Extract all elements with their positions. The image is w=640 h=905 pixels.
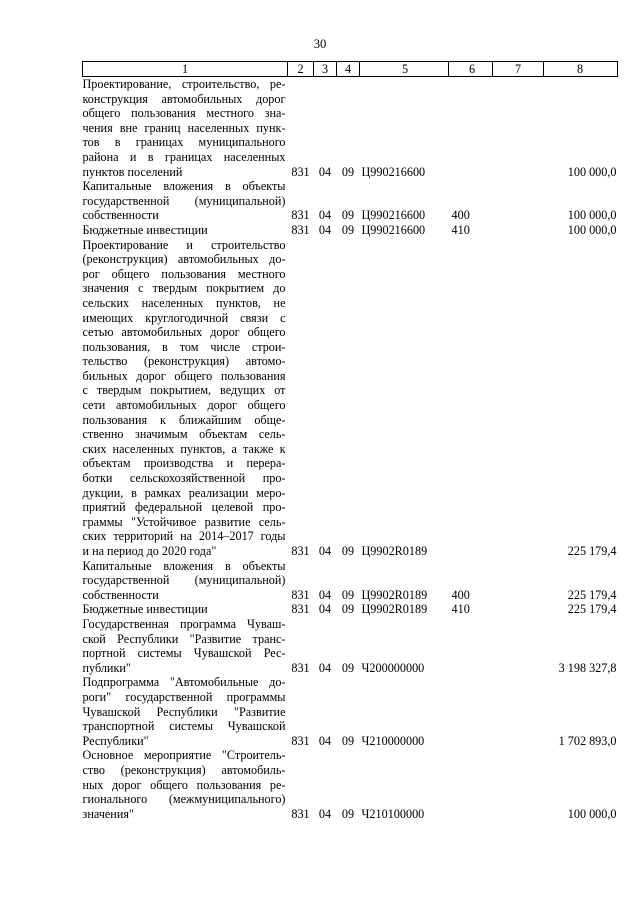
description-line: ботки сельскохозяйственной про- [82,471,286,486]
row-target-article: Ч200000000 [361,660,425,675]
table-row [83,559,618,603]
row-description [83,617,288,675]
description-line: объектам производства и перера- [82,456,286,471]
description-line: Подпрограмма "Автомобильные до- [82,675,286,690]
description-line: сельских населенных пунктов, не [82,295,286,310]
row-description [83,748,288,821]
row-col-7 [493,77,544,180]
row-ministry-code: 831 [291,602,310,617]
description-line: государственной (муниципальной) [82,573,286,588]
header-col-7: 7 [493,62,544,77]
table-row [83,675,618,748]
row-expense-type: 400 [451,587,470,602]
row-ministry-code: 831 [291,222,310,237]
description-line: гионального (межмуниципального) [82,792,286,807]
row-expense-type [449,748,493,821]
row-subsection-code: 09 [341,164,355,179]
row-description [83,675,288,748]
description-line: государственной (муниципальной) [82,193,286,208]
description-line: Чувашской Республики "Развитие [82,704,286,719]
description-line: роги" государственной программы [82,689,286,704]
row-target-article: Ц9902R0189 [361,602,428,617]
description-line: ских населенных пунктов, а также к [82,441,286,456]
row-col-7 [493,675,544,748]
row-subsection-code: 09 [341,222,355,237]
row-col-7 [493,559,544,603]
row-expense-type: 400 [451,208,470,223]
row-amount: 3 198 327,8 [558,660,617,675]
row-amount: 100 000,0 [567,208,617,223]
row-section-code: 04 [318,587,332,602]
row-subsection-code: 09 [341,544,355,558]
row-target-article: Ц9902R0189 [361,587,428,602]
row-section-code: 04 [318,164,332,179]
row-section-code: 04 [318,222,332,237]
description-line: пунктов поселений [82,164,183,179]
description-line: Республики" [82,733,149,748]
description-line: (реконструкция) автомобильных до- [82,252,286,267]
row-expense-type: 410 [451,222,470,237]
row-col-7 [493,179,544,223]
row-ministry-code: 831 [291,164,310,179]
row-section-code: 04 [318,733,332,748]
description-line: сетью автомобильных дорог общего [82,325,286,340]
description-line: портной системы Чувашской Рес- [82,646,286,661]
row-subsection-code: 09 [341,660,355,675]
description-line: Бюджетные инвестиции [82,602,208,617]
description-line: дукции, в рамках реализации меро- [82,485,286,500]
row-subsection-code: 09 [341,587,355,602]
description-line: транспортной системы Чувашской [82,719,286,734]
row-section-code: 04 [318,602,332,617]
row-expense-type [449,77,493,180]
row-amount: 1 702 893,0 [558,733,617,748]
table-body [83,77,618,822]
description-line: Проектирование и строительство [82,237,286,252]
row-amount: 100 000,0 [567,222,617,237]
description-line: Капитальные вложения в объекты [82,179,286,194]
table-row [83,77,618,180]
description-line: пользования к ближайшим обще- [82,412,286,427]
table-header-row [83,62,618,77]
row-expense-type: 410 [451,602,470,617]
description-line: с твердым покрытием, ведущих от [82,383,286,398]
row-section-code: 04 [318,660,332,675]
description-line: бильных дорог общего пользования [82,368,286,383]
row-target-article: Ч210000000 [361,733,425,748]
description-line: значения" [82,806,134,821]
description-line: конструкция автомобильных дорог [82,91,286,106]
description-line: тельство (реконструкция) автомо- [82,354,286,369]
row-ministry-code: 831 [291,587,310,602]
row-ministry-code: 831 [291,660,310,675]
description-line: ство (реконструкция) автомобиль- [82,762,286,777]
row-target-article: Ц990216600 [361,222,426,237]
budget-table [82,61,618,821]
row-subsection-code: 09 [341,208,355,223]
header-col-6: 6 [449,62,493,77]
header-col-1: 1 [83,62,288,77]
description-line: ских территорий на 2014–2017 годы [82,529,286,544]
row-col-7 [493,238,544,559]
row-description [83,179,288,223]
row-ministry-code: 831 [291,733,310,748]
header-col-3: 3 [314,62,337,77]
row-col-7 [493,617,544,675]
row-description [83,238,288,559]
description-line: ской Республики "Развитие транс- [82,631,286,646]
description-line: Проектирование, строительство, ре- [82,77,286,91]
row-subsection-code: 09 [341,733,355,748]
description-line: собственности [82,587,159,602]
row-section-code: 04 [318,208,332,223]
row-section-code: 04 [318,544,332,558]
description-line: тов в границах муниципального [82,135,286,150]
row-amount: 100 000,0 [567,164,617,179]
table-row [83,617,618,675]
table-row [83,179,618,223]
description-line: Основное мероприятие "Строитель- [82,748,286,763]
row-target-article: Ц990216600 [361,164,426,179]
header-col-4: 4 [337,62,360,77]
description-line: района и в границах населенных [82,149,286,164]
description-line: приятий федеральной целевой про- [82,500,286,515]
row-ministry-code: 831 [291,544,310,558]
description-line: имеющих круглогодичной связи с [82,310,286,325]
description-line: общего пользования местного зна- [82,106,286,121]
description-line: рог общего пользования местного [82,266,286,281]
description-line: Бюджетные инвестиции [82,222,208,237]
row-amount: 225 179,4 [567,544,617,558]
table-row [83,223,618,238]
row-description [83,223,288,238]
row-subsection-code: 09 [341,602,355,617]
header-col-5: 5 [360,62,449,77]
row-amount: 225 179,4 [567,602,617,617]
description-line: публики" [82,660,131,675]
row-amount: 225 179,4 [567,587,617,602]
row-description [83,77,288,180]
row-expense-type [449,675,493,748]
description-line: Государственная программа Чуваш- [82,616,286,631]
row-col-7 [493,223,544,238]
row-ministry-code: 831 [291,208,310,223]
row-description [83,559,288,603]
description-line: ственно значимым объектам сель- [82,427,286,442]
row-section-code: 04 [318,806,332,821]
row-description [83,602,288,617]
row-target-article: Ч210100000 [361,806,425,821]
description-line: значения с твердым покрытием до [82,281,286,296]
row-ministry-code: 831 [291,806,310,821]
row-expense-type [449,617,493,675]
description-line: собственности [82,208,159,223]
table-row [83,602,618,617]
description-line: ных дорог общего пользования ре- [82,777,286,792]
row-col-7 [493,748,544,821]
table-row [83,238,618,559]
row-amount: 100 000,0 [567,806,617,821]
table-row [83,748,618,821]
row-expense-type [449,238,493,559]
header-col-2: 2 [288,62,314,77]
description-line: пользования, в том числе строи- [82,339,286,354]
header-col-8: 8 [544,62,618,77]
row-subsection-code: 09 [341,806,355,821]
description-line: Капитальные вложения в объекты [82,558,286,573]
description-line: граммы "Устойчивое развитие сель- [82,514,286,529]
description-line: сети автомобильных дорог общего [82,398,286,413]
description-line: чения вне границ населенных пунк- [82,120,286,135]
row-target-article: Ц9902R0189 [361,544,428,558]
row-target-article: Ц990216600 [361,208,426,223]
page-number: 30 [313,37,327,51]
description-line: и на период до 2020 года" [82,544,217,558]
row-col-7 [493,602,544,617]
